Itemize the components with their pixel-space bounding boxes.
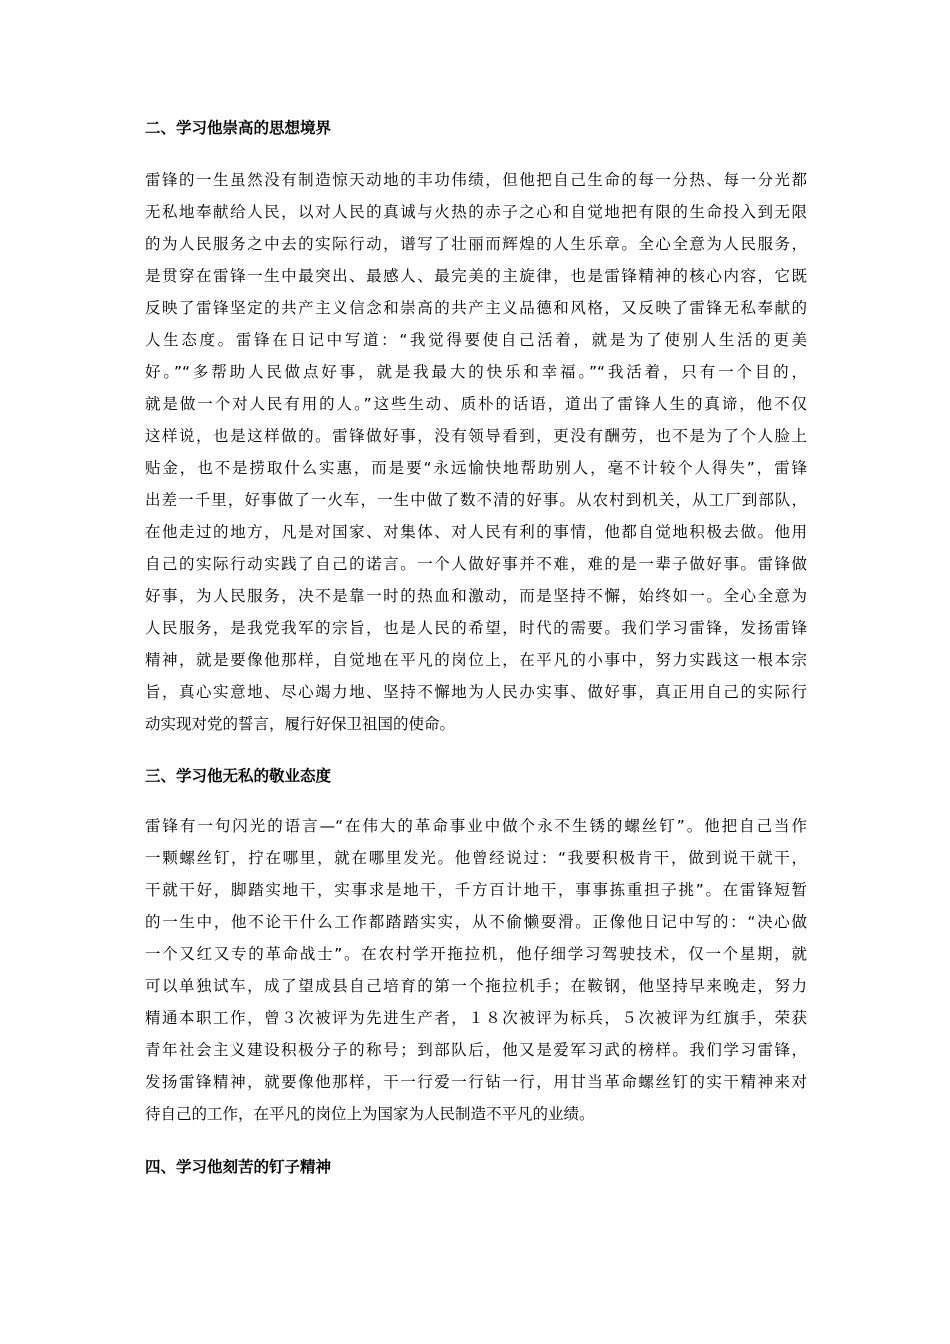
paragraph-line: 人生态度。雷锋在日记中写道：“我觉得要使自己活着，就是为了使别人生活的更美 — [145, 331, 807, 349]
paragraph-line: 发扬雷锋精神，就要像他那样，干一行爱一行钻一行，用甘当革命螺丝钉的实干精神来对 — [145, 1073, 807, 1091]
paragraph-line: 的为人民服务之中去的实际行动，谱写了壮丽而辉煌的人生乐章。全心全意为人民服务， — [145, 235, 807, 253]
section-heading-3: 三、学习他无私的敬业态度 — [145, 767, 332, 785]
paragraph-line: 雷锋的一生虽然没有制造惊天动地的丰功伟绩，但他把自己生命的每一分热、每一分光都 — [145, 171, 807, 189]
paragraph-line: 雷锋有一句闪光的语言—“在伟大的革命事业中做个永不生锈的螺丝钉”。他把自己当作 — [145, 817, 807, 835]
paragraph-line: 精神，就是要像他那样，自觉地在平凡的岗位上，在平凡的小事中，努力实践这一根本宗 — [145, 651, 807, 669]
paragraph-line: 无私地奉献给人民，以对人民的真诚与火热的赤子之心和自觉地把有限的生命投入到无限 — [145, 203, 807, 221]
section-paragraph-2 — [145, 164, 807, 740]
paragraph-line: 出差一千里，好事做了一火车，一生中做了数不清的好事。从农村到机关，从工厂到部队， — [145, 491, 807, 509]
section-heading-2: 二、学习他崇高的思想境界 — [145, 119, 332, 137]
paragraph-line: 的一生中，他不论干什么工作都踏踏实实，从不偷懒耍滑。正像他日记中写的：“决心做 — [145, 913, 807, 931]
paragraph-line: 好事，为人民服务，决不是靠一时的热血和激动，而是坚持不懈，始终如一。全心全意为 — [145, 587, 807, 605]
section-paragraph-3 — [145, 810, 807, 1130]
paragraph-line: 旨，真心实意地、尽心竭力地、坚持不懈地为人民办实事、做好事，真正用自己的实际行 — [145, 683, 807, 701]
paragraph-line: 干就干好，脚踏实地干，实事求是地干，千方百计地干，事事拣重担子挑”。在雷锋短暂 — [145, 881, 807, 899]
paragraph-line: 一个又红又专的革命战士”。在农村学开拖拉机，他仔细学习驾驶技术，仅一个星期，就 — [145, 945, 807, 963]
paragraph-line: 人民服务，是我党我军的宗旨，也是人民的希望，时代的需要。我们学习雷锋，发扬雷锋 — [145, 619, 807, 637]
paragraph-line: 精通本职工作，曾３次被评为先进生产者，１８次被评为标兵，５次被评为红旗手，荣获 — [145, 1009, 807, 1027]
paragraph-line: 可以单独试车，成了望成县自己培育的第一个拖拉机手；在鞍钢，他坚持早来晚走，努力 — [145, 977, 807, 995]
paragraph-line: 一颗螺丝钉，拧在哪里，就在哪里发光。他曾经说过：“我要积极肯干，做到说干就干， — [145, 849, 807, 867]
paragraph-line: 动实现对党的誓言，履行好保卫祖国的使命。 — [145, 715, 456, 733]
paragraph-line: 就是做一个对人民有用的人。”这些生动、质朴的话语，道出了雷锋人生的真谛，他不仅 — [145, 395, 807, 413]
paragraph-line: 这样说，也是这样做的。雷锋做好事，没有领导看到，更没有酬劳，也不是为了个人脸上 — [145, 427, 807, 445]
paragraph-line: 是贯穿在雷锋一生中最突出、最感人、最完美的主旋律，也是雷锋精神的核心内容，它既 — [145, 267, 807, 285]
paragraph-line: 青年社会主义建设积极分子的称号；到部队后，他又是爱军习武的榜样。我们学习雷锋， — [145, 1041, 807, 1059]
paragraph-line: 待自己的工作，在平凡的岗位上为国家为人民制造不平凡的业绩。 — [145, 1105, 595, 1123]
paragraph-line: 好。”“多帮助人民做点好事，就是我最大的快乐和幸福。”“我活着，只有一个目的， — [145, 363, 807, 381]
section-heading-4: 四、学习他刻苦的钉子精神 — [145, 1158, 332, 1176]
paragraph-line: 在他走过的地方，凡是对国家、对集体、对人民有利的事情，他都自觉地积极去做。他用 — [145, 523, 807, 541]
paragraph-line: 反映了雷锋坚定的共产主义信念和崇高的共产主义品德和风格，又反映了雷锋无私奉献的 — [145, 299, 807, 317]
paragraph-line: 自己的实际行动实践了自己的诺言。一个人做好事并不难，难的是一辈子做好事。雷锋做 — [145, 555, 807, 573]
paragraph-line: 贴金，也不是捞取什么实惠，而是要“永远愉快地帮助别人，毫不计较个人得失”，雷锋 — [145, 459, 807, 477]
